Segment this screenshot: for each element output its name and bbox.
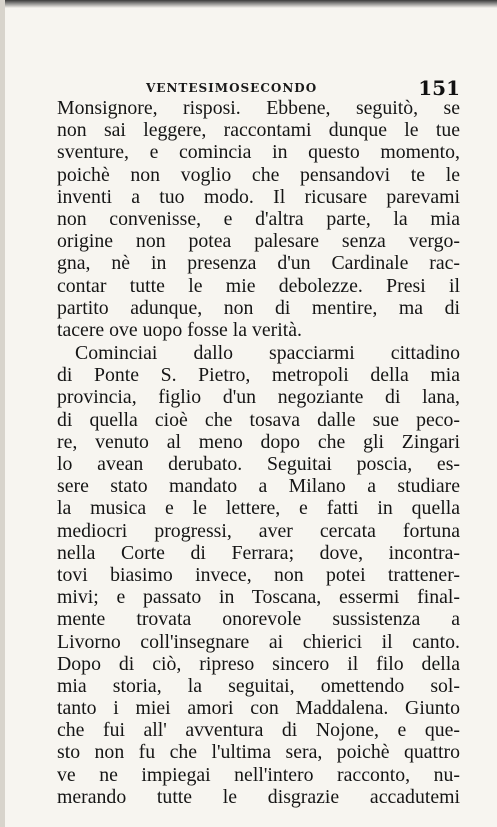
- text-line: partito adunque, non di mentire, ma di: [57, 296, 460, 319]
- text-line: provincia, figlio d'un negoziante di lana,: [57, 386, 460, 409]
- text-line: poichè non voglio che pensandovi te le: [57, 163, 460, 186]
- text-line: tacere ove uopo fosse la verità.: [57, 318, 302, 341]
- text-line: sventure, e comincia in questo momento,: [57, 141, 460, 164]
- text-line: sere stato mandato a Milano a studiare: [57, 475, 460, 498]
- text-line: nella Corte di Ferrara; dove, incontra-: [57, 541, 460, 564]
- text-line: di quella cioè che tosava dalle sue peco-: [57, 408, 460, 431]
- top-edge-shadow: [0, 0, 497, 8]
- text-line: che fui all' avventura di Nojone, e que-: [57, 719, 460, 742]
- text-line: merando tutte le disgrazie accadutemi: [57, 785, 460, 808]
- text-line: sto non fu che l'ultima sera, poichè quattro: [57, 741, 460, 764]
- text-line: origine non potea palesare senza vergo-: [57, 230, 460, 253]
- text-line: tanto i miei amori con Maddalena. Giunto: [57, 697, 460, 720]
- text-line: mente trovata onorevole sussistenza a: [57, 608, 460, 631]
- text-line: di Ponte S. Pietro, metropoli della mia: [57, 364, 460, 387]
- text-line: tovi biasimo invece, non potei trattener-: [57, 563, 460, 586]
- body-text: [57, 97, 460, 808]
- text-line: ve ne impiegai nell'intero racconto, nu-: [57, 763, 460, 786]
- text-line: Cominciai dallo spacciarmi cittadino: [75, 342, 460, 365]
- text-line: mediocri progressi, aver cercata fortuna: [57, 519, 460, 542]
- text-line: non sai leggere, raccontami dunque le tue: [57, 119, 460, 142]
- text-line: Monsignore, risposi. Ebbene, seguitò, se: [57, 97, 460, 119]
- page-gutter: [0, 0, 5, 827]
- text-line: la musica e le lettere, e fatti in quella: [57, 497, 460, 520]
- paragraph-2: [57, 342, 460, 808]
- text-line: non convenisse, e d'altra parte, la mia: [57, 207, 460, 230]
- text-line: inventi a tuo modo. Il ricusare parevami: [57, 185, 460, 208]
- text-line: Dopo di ciò, ripreso sincero il filo della: [57, 652, 460, 675]
- text-line: Livorno coll'insegnare ai chierici il canto.: [57, 630, 460, 653]
- text-line: mivi; e passato in Toscana, essermi final-: [57, 586, 460, 609]
- text-line: lo avean derubato. Seguitai poscia, es-: [57, 453, 460, 475]
- text-line: gna, nè in presenza d'un Cardinale rac-: [57, 252, 460, 275]
- page-number: 151: [418, 76, 460, 100]
- text-line: re, venuto al meno dopo che gli Zingari: [57, 430, 460, 453]
- running-title: VENTESIMOSECONDO: [146, 81, 318, 95]
- paragraph-1: [57, 97, 460, 341]
- text-line: mia storia, la seguitai, omettendo sol-: [57, 674, 460, 697]
- text-line: contar tutte le mie debolezze. Presi il: [57, 274, 460, 297]
